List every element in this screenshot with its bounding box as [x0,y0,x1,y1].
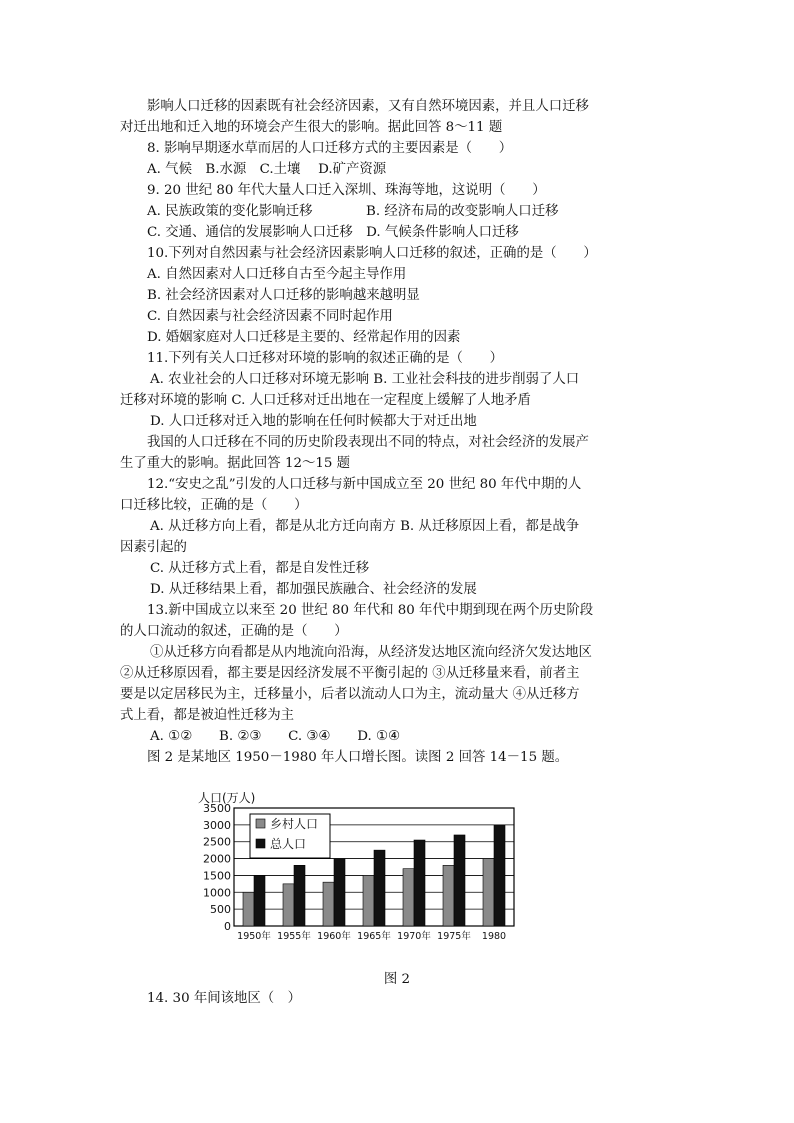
text-line: 迁移对环境的影响 C. 人口迁移对迁出地在一定程度上缓解了人地矛盾 [120,393,531,408]
y-tick-label: 0 [224,920,231,933]
text-line: A. ①② B. ②③ C. ③④ D. ①④ [150,729,400,744]
question-text [120,96,680,768]
text-line: C. 自然因素与社会经济因素不同时起作用 [147,309,393,324]
text-line: D. 从迁移结果上看，都加强民族融合、社会经济的发展 [150,582,477,597]
text-line: A. 自然因素对人口迁移自古至今起主导作用 [147,267,407,282]
y-tick-label: 1500 [203,869,231,883]
bar-rural [443,865,454,926]
y-tick-label: 3000 [203,818,231,832]
x-tick-label: 1975年 [437,931,471,942]
text-line: A. 民族政策的变化影响迁移 B. 经济布局的改变影响人口迁移 [147,204,559,219]
bar-rural [363,875,374,926]
text-line: 生了重大的影响。据此回答 12～15 题 [120,456,351,471]
text-line: ①从迁移方向看都是从内地流向沿海，从经济发达地区流向经济欠发达地区 [150,645,592,660]
text-line: A. 气候 B.水源 C.土壤 D.矿产资源 [147,162,387,177]
x-tick-label: 1950年 [237,931,271,942]
text-line: A. 农业社会的人口迁移对环境无影响 B. 工业社会科技的进步削弱了人口 [150,372,580,387]
x-tick-label: 1955年 [277,931,311,942]
text-line: 口迁移比较，正确的是（ ） [120,498,308,513]
text-line: 11.下列有关人口迁移对环境的影响的叙述正确的是（ ） [147,351,504,366]
x-tick-label: 1970年 [397,931,431,942]
bar-total [334,859,345,926]
bar-rural [323,882,334,926]
text-line: 8. 影响早期逐水草而居的人口迁移方式的主要因素是（ ） [147,141,513,156]
y-tick-label: 3500 [203,802,231,815]
y-tick-label: 500 [210,903,231,917]
text-line: C. 交通、通信的发展影响人口迁移 D. 气候条件影响人口迁移 [147,225,519,240]
text-line: 图 2 是某地区 1950－1980 年人口增长图。读图 2 回答 14－15 题。 [147,750,569,765]
legend-swatch [256,839,265,848]
bar-total [374,850,385,926]
bar-total [294,865,305,926]
text-line: C. 从迁移方式上看，都是自发性迁移 [150,561,370,576]
x-tick-label: 1980 [481,931,507,942]
x-tick-label: 1965年 [357,931,391,942]
bar-rural [243,892,254,926]
bar-total [454,835,465,926]
bar-rural [483,859,494,926]
text-line: D. 人口迁移对迁入地的影响在任何时候都大于对迁出地 [150,414,477,429]
legend-swatch [256,819,265,828]
text-line: 13.新中国成立以来至 20 世纪 80 年代和 80 年代中期到现在两个历史阶段 [147,603,594,618]
text-line: 14. 30 年间该地区（ ） [147,991,301,1006]
text-line: A. 从迁移方向上看，都是从北方迁向南方 B. 从迁移原因上看，都是战争 [150,519,580,534]
text-line: D. 婚姻家庭对人口迁移是主要的、经常起作用的因素 [147,330,461,345]
text-line: 我国的人口迁移在不同的历史阶段表现出不同的特点，对社会经济的发展产 [147,435,589,450]
bar-total [254,875,265,926]
text-line: 要是以定居移民为主，迁移量小，后者以流动人口为主，流动量大 ④从迁移方 [120,687,580,702]
legend-label: 乡村人口 [270,817,319,831]
y-axis-label: 人口(万人) [198,791,256,805]
bar-total [414,840,425,926]
text-line: 的人口流动的叙述，正确的是（ ） [120,624,348,639]
population-chart-svg [196,788,526,948]
x-tick-label: 1960年 [317,931,351,942]
legend-label: 总人口 [270,837,307,851]
text-line: 式上看，都是被迫性迁移为主 [120,708,295,723]
bar-total [494,825,505,926]
text-line: ②从迁移原因看，都主要是因经济发展不平衡引起的 ③从迁移量来看，前者主 [120,666,580,681]
figure-caption: 图 2 [383,972,411,987]
text-line: 12.“安史之乱”引发的人口迁移与新中国成立至 20 世纪 80 年代中期的人 [147,477,582,492]
text-line: B. 社会经济因素对人口迁移的影响越来越明显 [147,288,420,303]
population-chart [196,788,526,948]
y-tick-label: 2000 [203,852,231,866]
text-line: 影响人口迁移的因素既有社会经济因素，又有自然环境因素，并且人口迁移 [147,99,589,114]
text-line: 对迁出地和迁入地的环境会产生很大的影响。据此回答 8～11 题 [120,120,503,135]
text-line: 因素引起的 [120,540,187,555]
bar-rural [283,884,294,926]
text-line: 9. 20 世纪 80 年代大量人口迁入深圳、珠海等地，这说明（ ） [147,183,546,198]
y-tick-label: 1000 [203,886,231,900]
bar-rural [403,869,414,926]
y-tick-label: 2500 [203,835,231,849]
text-line: 10.下列对自然因素与社会经济因素影响人口迁移的叙述，正确的是（ ） [147,246,597,261]
